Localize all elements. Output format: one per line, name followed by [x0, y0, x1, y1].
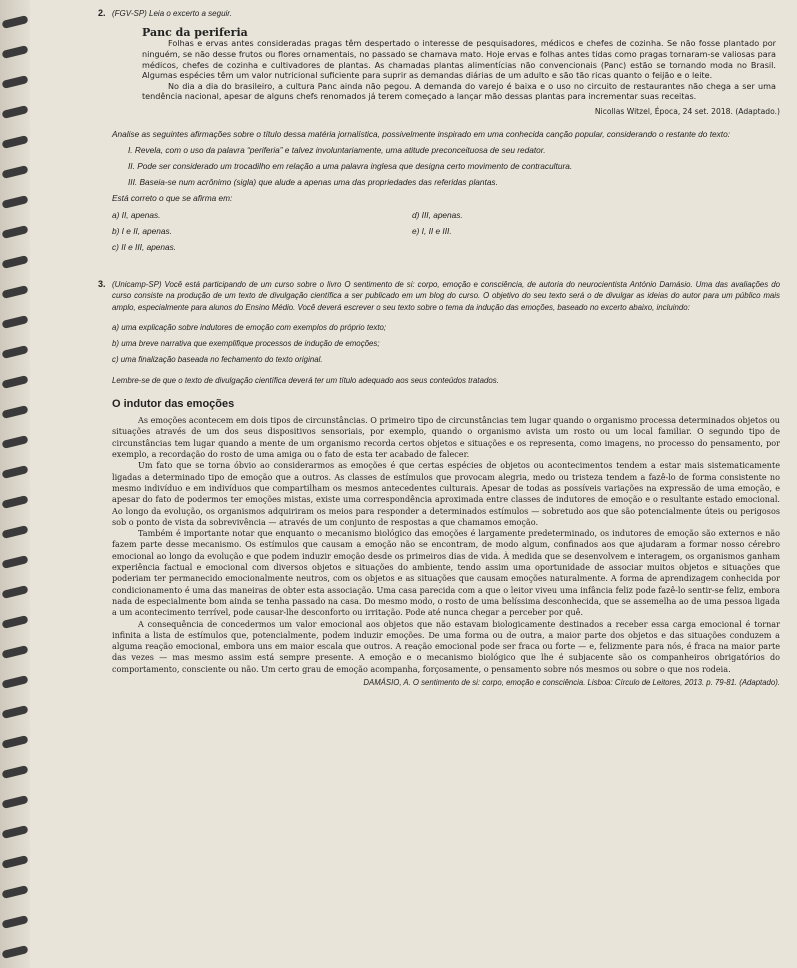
option-e[interactable]: e) I, II e III.: [412, 225, 452, 236]
option-b[interactable]: b) I e II, apenas.: [112, 225, 172, 236]
binding-ring: [1, 195, 28, 209]
binding-ring: [1, 675, 28, 689]
binding-ring: [1, 735, 28, 749]
question-3-reminder: Lembre-se de que o texto de divulgação científica deverá ter um título adequado aos seus conteúdos tratados.: [112, 376, 499, 386]
binding-ring: [1, 375, 28, 389]
question-3-item-a: a) uma explicação sobre indutores de emoção com exemplos do próprio texto;: [112, 323, 387, 333]
exam-page: [98, 8, 780, 689]
article-paragraph: No dia a dia do brasileiro, a cultura Panc ainda não pegou. A demanda do varejo é baixa e o uso no circuito de restaurantes não chega a ser uma tendência nacional, apesar de alguns chefs renomados já terem começado a lançar mão dessas plantas para incrementar suas receitas.: [142, 80, 776, 102]
option-a[interactable]: a) II, apenas.: [112, 209, 161, 220]
binding-ring: [1, 885, 28, 899]
binding-ring: [1, 525, 28, 539]
binding-ring: [1, 255, 28, 269]
article-citation: Nicollas Witzel, Época, 24 set. 2018. (Adaptado.): [594, 106, 780, 116]
binding-ring: [1, 225, 28, 239]
binding-ring: [1, 765, 28, 779]
binding-ring: [1, 135, 28, 149]
binding-ring: [1, 555, 28, 569]
binding-ring: [1, 915, 28, 929]
question-2-number: 2.: [98, 8, 106, 18]
binding-ring: [1, 585, 28, 599]
binding-ring: [1, 945, 28, 959]
article-paragraph: Folhas e ervas antes consideradas pragas têm despertado o interesse de pesquisadores, médicos e chefes de cozinha. Se não fosse plantado por ninguém, se não desse frutos ou flores ornamentais, no passado se chamava mato. Hoje ervas e folhas antes tidas como pragas tornaram-se valiosas para médicos, chefes de cozinha e cultivadores de plantas. As chamadas plantas alimentícias não convencionais (Panc) estão se tornando moda no Brasil. Algumas espécies têm um valor nutricional suficiente para suprir as demandas diárias de um adulto e são tão ricas quanto o feijão e o leite.: [142, 38, 776, 81]
binding-ring: [1, 615, 28, 629]
question-3-item-b: b) uma breve narrativa que exemplifique processos de indução de emoções;: [112, 339, 380, 349]
binding-ring: [1, 405, 28, 419]
binding-ring: [1, 45, 28, 59]
essay-paragraph: A consequência de concedermos um valor emocional aos objetos que não estavam biologicamente destinados a receber essa carga emocional é tornar infinita a lista de estímulos que, potencialmente, podem induzir emoções. De uma forma ou de outra, a maior parte dos objetos e das situações conduzem a alguma reação emocional, embora uns em maior escala que outros. A reação emocional pode ser fraca ou forte — e, felizmente para nós, é fraca na maior parte das vezes — mas mesmo assim está sempre presente. A emoção e o mecanismo biológico que lhe é subjacente são os companheiros obrigatórios do comportamento, consciente ou não. Um certo grau de emoção acompanha, forçosamente, o pensamento sobre nós mesmos ou sobre o que nos rodeia.: [112, 618, 780, 674]
binding-ring: [1, 15, 28, 29]
question-3-intro: (Unicamp-SP) Você está participando de um curso sobre o livro O sentimento de si: corpo, emoção e consciência, de autoria do neurocientista António Damásio. Uma das avaliações do curso consiste na produção de um texto de divulgação científica a ser publicado em um blog do curso. O objetivo do seu texto será o de divulgar as ideias do autor para um público mais amplo, especialmente para alunos do Ensino Médio. Você deverá escrever o seu texto sobre o tema da indução das emoções, baseado no excerto abaixo, incluindo:: [112, 279, 780, 312]
statement-3: III. Baseia-se num acrônimo (sigla) que alude a apenas uma das propriedades das referidas plantas.: [128, 176, 498, 187]
statement-1: I. Revela, com o uso da palavra “periferia” e talvez involuntariamente, uma atitude preconceituosa de seu redator.: [128, 144, 546, 155]
binding-ring: [1, 75, 28, 89]
essay-title: O indutor das emoções: [112, 398, 235, 411]
essay-paragraph: As emoções acontecem em dois tipos de circunstâncias. O primeiro tipo de circunstâncias tem lugar quando o organismo processa determinados objetos ou situações através de um dos seus dispositivos sensoriais, por exemplo, quando o organismo avista um rosto ou um local familiar. O segundo tipo de circunstâncias tem lugar quando a mente de um organismo recorda certos objetos e situações e os representa, como imagens, no processo do pensamento, por exemplo, a recordação do rosto de uma amiga ou o fato de esta ter acabado de falecer.: [112, 415, 780, 460]
question-2-options: [112, 209, 780, 253]
question-2-question: Está correto o que se afirma em:: [112, 192, 233, 203]
essay-paragraph: Também é importante notar que enquanto o mecanismo biológico das emoções é largamente predeterminado, os indutores de emoção são externos e não fazem parte desse mecanismo. Os estímulos que causam a emoção não se encontram, de modo algum, confinados aos que ajudaram a formar nosso cérebro emocional ao longo da evolução e que podem induzir emoção desde os primeiros dias de vida. À medida que se desenvolvem e interagem, os organismos ganham experiência factual e emocional com diversos objetos e situações do ambiente, tendo assim uma oportunidade de associar muitos objetos e situações que poderiam ter permanecido emocionalmente neutros, com os objetos e as situações que causam emoções naturalmente. A forma de aprendizagem conhecida por condicionamento é uma das maneiras de obter esta associação. Uma casa parecida com a que o leitor viveu uma infância feliz pode fazê-lo sentir-se feliz, embora nada de especialmente bom ainda se tenha passado na casa. Do mesmo modo, o rosto de uma belíssima desconhecida, que se assemelha ao de uma pessoa ligada a um acontecimento terrível, pode causar-lhe desconforto ou irritação. Pode até nunca chegar a perceber por quê.: [112, 528, 780, 618]
binding-ring: [1, 285, 28, 299]
essay-reference: DAMÁSIO, A. O sentimento de si: corpo, emoção e consciência. Lisboa: Círculo de Leitores, 2013. p. 79-81. (Adaptado).: [363, 677, 780, 687]
notebook-binding: [0, 0, 30, 968]
binding-ring: [1, 465, 28, 479]
binding-ring: [1, 645, 28, 659]
question-2-prompt: Analise as seguintes afirmações sobre o título dessa matéria jornalística, possivelmente inspirado em uma conhecida canção popular, considerando o restante do texto:: [112, 128, 731, 139]
essay-paragraph: Um fato que se torna óbvio ao considerarmos as emoções é que certas espécies de objetos ou acontecimentos tendem a estar mais sistematicamente ligadas a determinado tipo de emoção que a outros. As classes de estímulos que provocam alegria, medo ou tristeza tendem a fazê-lo de forma consistente no mesmo indivíduo e em indivíduos que compartilham os mesmos antecedentes culturais. Apesar de todas as possíveis variações na expressão de uma emoção, e apesar do fato de podermos ter emoções mistas, existe uma correspondência aproximada entre classes de indutores de emoção e o resultante estado emocional. Ao longo da evolução, os organismos adquiriram os meios para responder a determinados estímulos — sobretudo aos que são potencialmente úteis ou perigosos sob o ponto de vista da sobrevivência — através de um conjunto de respostas a que chamamos emoção.: [112, 460, 780, 527]
question-3: [98, 278, 780, 689]
binding-ring: [1, 105, 28, 119]
option-c[interactable]: c) II e III, apenas.: [112, 241, 177, 252]
essay-text: [112, 415, 780, 675]
binding-ring: [1, 165, 28, 179]
binding-ring: [1, 705, 28, 719]
article-title: Panc da periferia: [142, 25, 248, 39]
article-text: [142, 38, 776, 102]
question-3-item-c: c) uma finalização baseada no fechamento do texto original.: [112, 355, 323, 365]
binding-ring: [1, 315, 28, 329]
binding-ring: [1, 855, 28, 869]
question-3-number: 3.: [98, 278, 106, 289]
question-2-source: (FGV-SP) Leia o excerto a seguir.: [112, 9, 232, 18]
binding-ring: [1, 435, 28, 449]
binding-ring: [1, 795, 28, 809]
binding-ring: [1, 495, 28, 509]
binding-ring: [1, 345, 28, 359]
binding-ring: [1, 825, 28, 839]
option-d[interactable]: d) III, apenas.: [412, 209, 463, 220]
statement-2: II. Pode ser considerado um trocadilho em relação a uma palavra inglesa que designa certo movimento de contracultura.: [128, 160, 573, 171]
